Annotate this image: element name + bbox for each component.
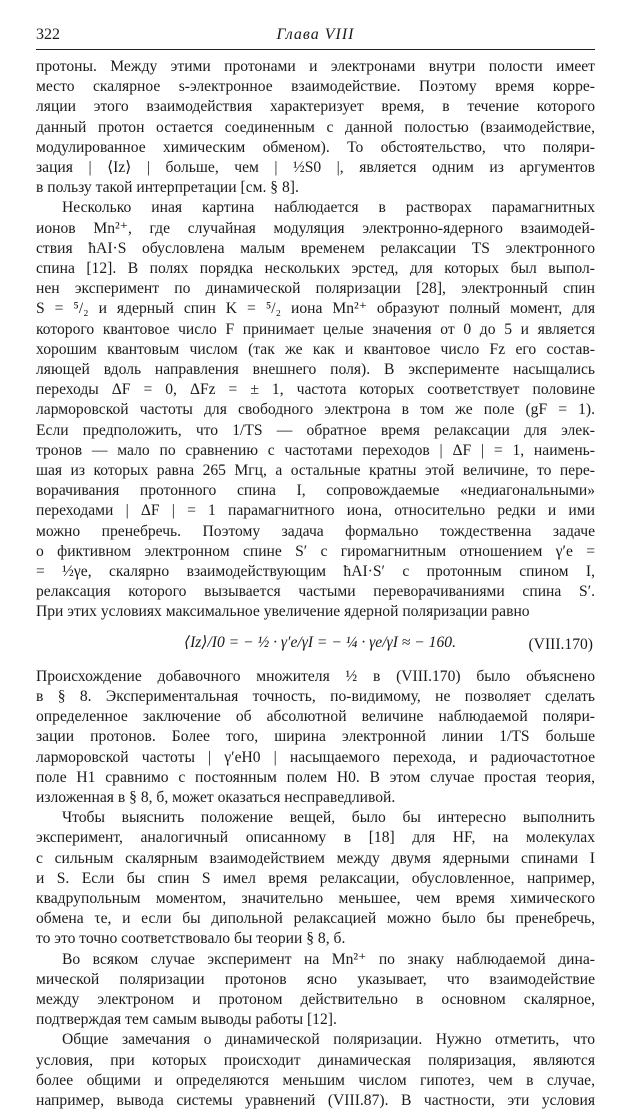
page-header — [36, 26, 595, 48]
text-line: Общие замечания о динамической поляризации. Нужно отметить, что — [62, 1031, 595, 1049]
text-line: протоны. Между этими протонами и электронами внутри полости имеет — [36, 58, 595, 75]
paragraph — [36, 198, 595, 622]
text-line: в пользу такой интерпретации [см. § 8]. — [36, 179, 299, 197]
equation-number: (VIII.170) — [528, 635, 593, 653]
text-line: ворачивания протонного спина I, сопровождаемые «недиагональными» — [36, 482, 595, 500]
text-line: нен эксперимент по динамической поляризации [28], электронный спин — [36, 280, 595, 298]
text-line: S = ⁵/₂ и ядерный спин K = ⁵/₂ иона Mn²⁺ образуют полный момент, для — [36, 300, 595, 318]
text-line: можно пренебречь. Поэтому задача формально тождественна задаче — [36, 522, 595, 540]
text-line: с сильным скалярным взаимодействием между двумя ядерными спинами I — [36, 849, 595, 867]
text-line: ларморовской частоты для свободного электрона в том же поле (gF = 1). — [36, 401, 595, 419]
text-line: обмена τe, и если бы дипольной релаксацией можно было бы пренебречь, — [36, 910, 595, 928]
text-line: ляющей вдоль направления внешнего поля). В эксперименте насыщались — [36, 361, 595, 379]
text-line: релаксация которого вызывается частыми переворачиваниями спина S′. — [36, 583, 595, 601]
text-line: более общими и определяются меньшим числом гипотез, чем в случае, — [36, 1071, 595, 1089]
text-line: Происхождение добавочного множителя ½ в (VIII.170) было объяснено — [36, 667, 595, 685]
text-line: тронов — мало по сравнению с частотами переходов | ΔF | = 1, наимень- — [36, 441, 595, 459]
text-line: модулированное химическим обменом). То обстоятельство, что поляри- — [36, 138, 595, 156]
text-line: ствия ħAI·S обусловлена малым временем релаксации TS электронного — [36, 239, 595, 257]
text-line: условия, при которых происходит динамическая поляризация, являются — [36, 1051, 595, 1069]
text-line: и S. Если бы спин S имел время релаксации, обусловленное, например, — [36, 869, 595, 887]
equation-formula: ⟨Iz⟩/I0 = − ½ · γ′e/γI = − ¼ · γe/γI ≈ − 160. — [184, 633, 456, 651]
text-line: в § 8. Экспериментальная точность, по-видимому, не позволяет сделать — [36, 687, 595, 705]
text-line: ионов Mn²⁺, где случайная модуляция электронно-ядерного взаимодей- — [36, 219, 595, 237]
paragraph — [36, 57, 595, 198]
text-line: место скалярное s-электронное взаимодействие. Поэтому время корре- — [36, 78, 595, 96]
text-line: которого квантовое число F принимает целые значения от 0 до 5 и является — [36, 320, 595, 338]
chapter-title: Глава VIII — [276, 26, 355, 43]
text-line: хорошим квантовым числом (так же как и квантовое число Fz его состав- — [36, 340, 595, 358]
text-line: например, вывода системы уравнений (VIII.87). В частности, эти условия — [36, 1091, 595, 1109]
text-line: Несколько иная картина наблюдается в растворах парамагнитных — [62, 199, 595, 217]
text-line: Чтобы выяснить положение вещей, было бы интересно выполнить — [62, 809, 595, 827]
text-line: то это точно соответствовало бы теории § 8, б. — [36, 930, 346, 948]
paragraph — [36, 1030, 595, 1111]
text-line: шая из которых равна 265 Мгц, а остальные кратны этой величине, то пере- — [36, 462, 595, 480]
text-line: = ½γe, скалярно взаимодействующим ħAI·S′ с протонным спином I, — [36, 563, 595, 581]
text-line: ляции этого взаимодействия характеризует время, в течение которого — [36, 98, 595, 116]
text-line: квадрупольным моментом, значительно меньшее, чем время химического — [36, 889, 595, 907]
text-line: переходы ΔF = 0, ΔFz = ± 1, частота которых соответствует половине — [36, 381, 595, 399]
text-line: о фиктивном электронном спине S′ с гиромагнитным отношением γ′e = — [36, 542, 595, 560]
header-rule — [36, 49, 595, 50]
text-line: мической поляризации протонов ясно указывает, что взаимодействие — [36, 970, 595, 988]
paragraph — [36, 667, 595, 808]
paragraph — [36, 808, 595, 949]
paragraph — [36, 950, 595, 1031]
text-line: спина [12]. В полях порядка нескольких эрстед, для которых был выпол- — [36, 260, 595, 278]
text-line: ларморовской частоты | γ′eH0 | насыщаемого перехода, и радиочастотное — [36, 748, 595, 766]
text-line: зации протонов. Более того, ширина электронной линии 1/TS больше — [36, 728, 595, 746]
text-line: Если предположить, что 1/TS — обратное время релаксации для элек- — [36, 421, 595, 439]
page-body — [36, 57, 595, 1111]
text-line: подтверждая тем самым выводы работы [12]. — [36, 1011, 337, 1029]
text-line: эксперимент, аналогичный описанному в [18] для HF, на молекулах — [36, 829, 595, 847]
text-line: переходами | ΔF | = 1 парамагнитного иона, относительно редки и ими — [36, 502, 595, 520]
text-line: зация | ⟨Iz⟩ | больше, чем | ½S0 |, является одним из аргументов — [36, 159, 595, 177]
text-line: Во всяком случае эксперимент на Mn²⁺ по знаку наблюдаемой дина- — [62, 950, 595, 968]
text-line: поле H1 сравнимо с постоянным полем H0. В этом случае простая теория, — [36, 768, 595, 786]
text-line: определенное заключение об абсолютной величине наблюдаемой поляри- — [36, 708, 595, 726]
text-line: между электроном и протоном действительно в основном скалярное, — [36, 990, 595, 1008]
text-line: При этих условиях максимальное увеличение ядерной поляризации равно — [36, 603, 530, 621]
text-line: изложенная в § 8, б, может оказаться несправедливой. — [36, 788, 396, 806]
equation — [36, 627, 595, 663]
page-number: 322 — [36, 26, 60, 43]
text-line: данный протон остается соединенным с данной полостью (взаимодействие, — [36, 118, 595, 136]
